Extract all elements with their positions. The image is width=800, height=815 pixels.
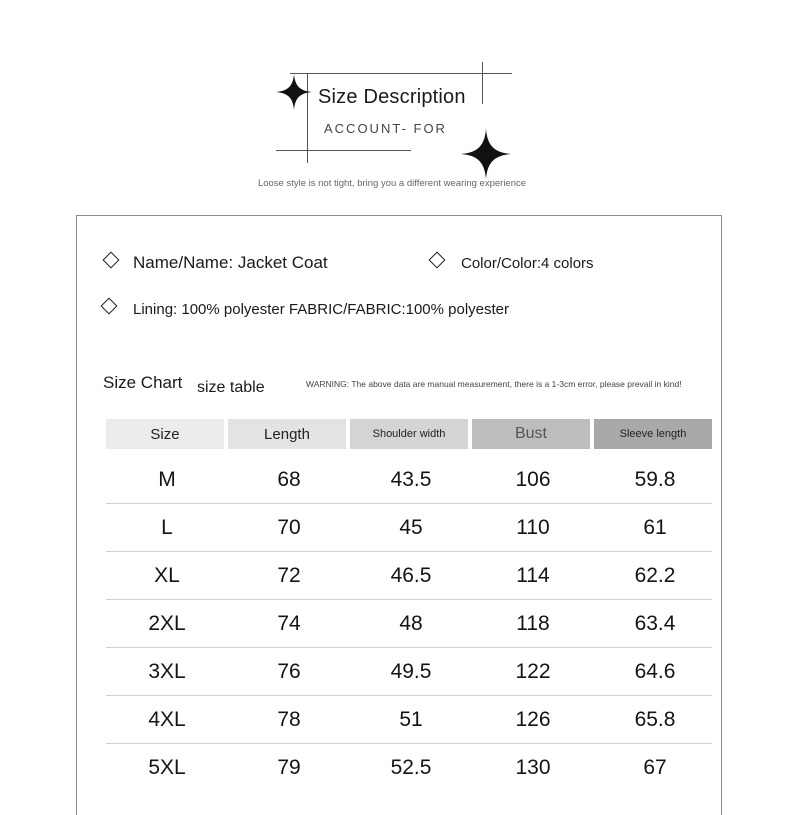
cell-shoulder-width: 51: [399, 707, 423, 731]
tagline: Loose style is not tight, bring you a different wearing experience: [257, 178, 527, 189]
cell-length: 79: [277, 755, 301, 779]
cell-sleeve-length: 61: [643, 515, 667, 539]
table-row: [106, 648, 712, 696]
spec-color-text: Color/Color:4 colors: [461, 255, 594, 272]
cell-sleeve-length: 59.8: [634, 467, 676, 491]
table-row: [106, 696, 712, 744]
column-header-size: Size: [106, 419, 224, 449]
cell-length: 76: [277, 659, 301, 683]
cell-shoulder-width: 45: [399, 515, 423, 539]
table-header: [106, 419, 712, 450]
spec-name-text: Name/Name: Jacket Coat: [133, 253, 328, 272]
frame-line-right: [482, 62, 483, 104]
table-row: [106, 600, 712, 648]
cell-sleeve-length: 65.8: [634, 707, 676, 731]
table-row: [106, 456, 712, 504]
size-chart-subtitle: size table: [197, 379, 265, 396]
cell-shoulder-width: 46.5: [390, 563, 432, 587]
table-body: [106, 456, 712, 791]
header-decoration: [0, 0, 800, 200]
cell-sleeve-length: 63.4: [634, 611, 676, 635]
sparkle-star-large-icon: [461, 129, 511, 179]
cell-length: 78: [277, 707, 301, 731]
cell-size: 5XL: [148, 755, 186, 779]
cell-sleeve-length: 64.6: [634, 659, 676, 683]
page-subtitle: ACCOUNT- FOR: [324, 121, 447, 136]
cell-length: 72: [277, 563, 301, 587]
column-header-sleeve-length: Sleeve length: [594, 419, 712, 449]
table-row: [106, 552, 712, 600]
diamond-bullet-icon: [103, 252, 120, 269]
cell-bust: 106: [515, 467, 551, 491]
cell-bust: 110: [516, 515, 550, 539]
spec-lining: [103, 300, 509, 318]
cell-shoulder-width: 52.5: [390, 755, 432, 779]
spec-lining-text: Lining: 100% polyester FABRIC/FABRIC:100% polyester: [133, 301, 510, 318]
spec-color: [431, 254, 594, 272]
cell-size: L: [161, 515, 173, 539]
cell-shoulder-width: 48: [399, 611, 423, 635]
cell-size: 4XL: [148, 707, 186, 731]
cell-bust: 130: [515, 755, 551, 779]
column-header-shoulder-width: Shoulder width: [350, 419, 468, 449]
frame-line-top: [290, 73, 512, 74]
diamond-bullet-icon: [101, 298, 118, 315]
frame-line-bottom: [276, 150, 411, 151]
column-header-length: Length: [228, 419, 346, 449]
cell-bust: 122: [515, 659, 551, 683]
cell-size: M: [158, 467, 176, 491]
cell-bust: 118: [516, 611, 550, 635]
cell-sleeve-length: 67: [643, 755, 667, 779]
column-header-bust: Bust: [472, 419, 590, 449]
table-row: [106, 504, 712, 552]
cell-length: 68: [277, 467, 301, 491]
diamond-bullet-icon: [429, 252, 446, 269]
page-title: Size Description: [318, 86, 466, 108]
cell-length: 74: [277, 611, 301, 635]
size-chart-title: Size Chart: [103, 373, 183, 392]
cell-size: XL: [154, 563, 180, 587]
cell-bust: 114: [516, 563, 550, 587]
measurement-warning: WARNING: The above data are manual measurement, there is a 1-3cm error, please prevail in kind!: [306, 379, 682, 389]
cell-shoulder-width: 43.5: [390, 467, 432, 491]
cell-shoulder-width: 49.5: [390, 659, 432, 683]
cell-size: 3XL: [148, 659, 186, 683]
cell-length: 70: [277, 515, 301, 539]
sparkle-star-icon: [276, 74, 312, 110]
cell-size: 2XL: [148, 611, 186, 635]
spec-name: [105, 253, 328, 273]
cell-bust: 126: [515, 707, 551, 731]
cell-sleeve-length: 62.2: [634, 563, 676, 587]
size-card: [76, 215, 722, 815]
table-row: [106, 744, 712, 791]
